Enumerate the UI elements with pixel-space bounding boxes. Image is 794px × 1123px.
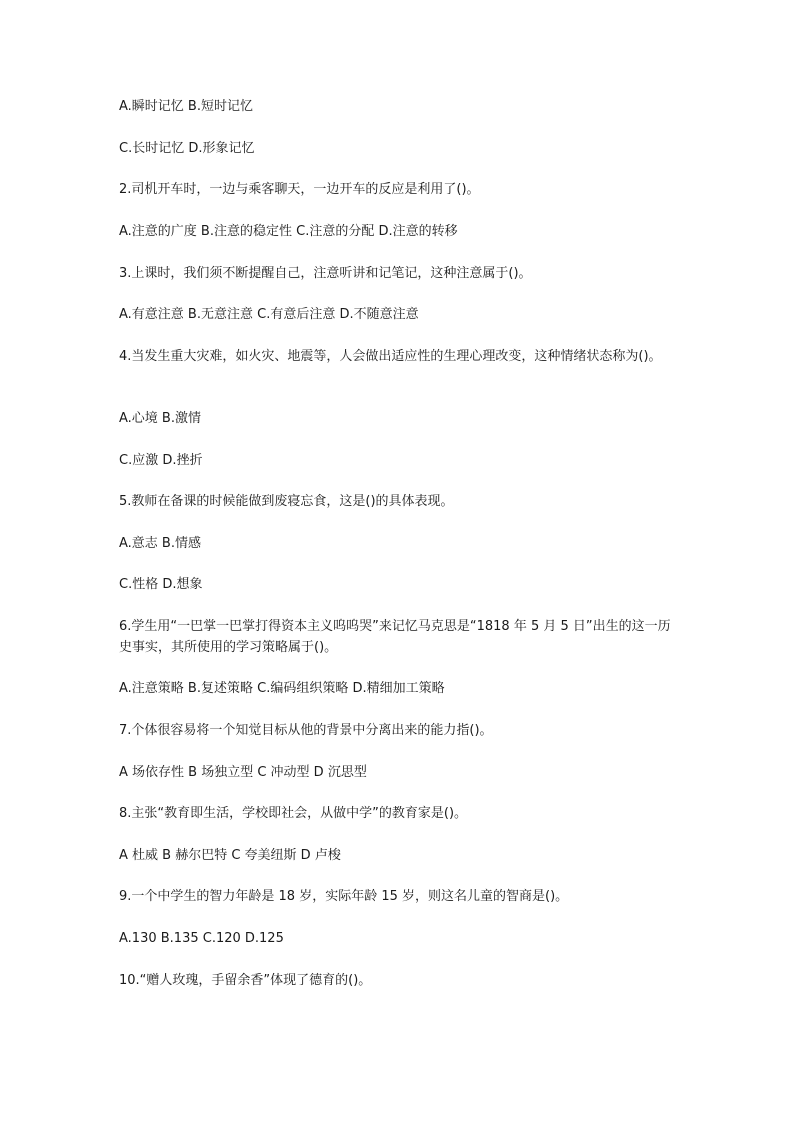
question-2: 2.司机开车时，一边与乘客聊天，一边开车的反应是利用了()。 xyxy=(119,182,480,197)
question-8: 8.主张“教育即生活，学校即社会，从做中学”的教育家是()。 xyxy=(119,806,468,821)
question-7: 7.个体很容易将一个知觉目标从他的背景中分离出来的能力指()。 xyxy=(119,723,493,738)
q3-options: A.有意注意 B.无意注意 C.有意后注意 D.不随意注意 xyxy=(119,307,419,322)
q1-options-ab: A.瞬时记忆 B.短时记忆 xyxy=(119,99,253,114)
question-3: 3.上课时，我们须不断提醒自己，注意听讲和记笔记，这种注意属于()。 xyxy=(119,266,532,281)
question-9: 9.一个中学生的智力年龄是 18 岁，实际年龄 15 岁，则这名儿童的智商是()。 xyxy=(119,889,569,904)
question-10: 10.“赠人玫瑰，手留余香”体现了德育的()。 xyxy=(119,973,372,988)
q8-options: A 杜威 B 赫尔巴特 C 夸美纽斯 D 卢梭 xyxy=(119,848,341,863)
q1-options-cd: C.长时记忆 D.形象记忆 xyxy=(119,141,255,156)
q2-options: A.注意的广度 B.注意的稳定性 C.注意的分配 D.注意的转移 xyxy=(119,224,458,239)
q4-options-ab: A.心境 B.激情 xyxy=(119,411,201,426)
question-4: 4.当发生重大灾难，如火灾、地震等，人会做出适应性的生理心理改变，这种情绪状态称为()。 xyxy=(119,349,662,364)
q5-options-cd: C.性格 D.想象 xyxy=(119,577,203,592)
question-6: 6.学生用“一巴掌一巴掌打得资本主义呜呜哭”来记忆马克思是“1818 年 5 月 5 日”出生的这一历史事实，其所使用的学习策略属于()。 xyxy=(119,619,671,655)
question-5: 5.教师在备课的时候能做到废寝忘食，这是()的具体表现。 xyxy=(119,494,454,509)
q7-options: A 场依存性 B 场独立型 C 冲动型 D 沉思型 xyxy=(119,765,367,780)
q6-options: A.注意策略 B.复述策略 C.编码组织策略 D.精细加工策略 xyxy=(119,681,445,696)
q5-options-ab: A.意志 B.情感 xyxy=(119,536,201,551)
q4-options-cd: C.应激 D.挫折 xyxy=(119,453,203,468)
q9-options: A.130 B.135 C.120 D.125 xyxy=(119,931,284,946)
